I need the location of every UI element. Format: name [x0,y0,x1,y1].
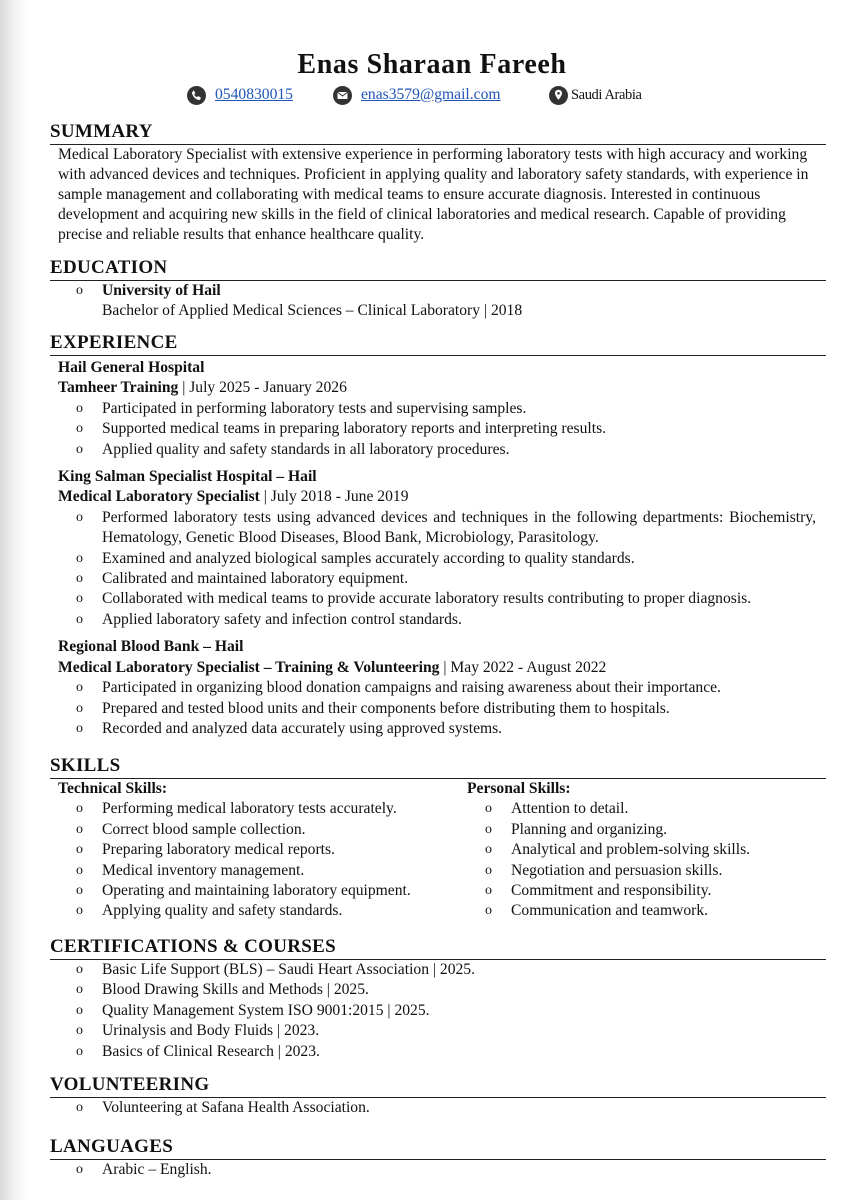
degree-text: Bachelor of Applied Medical Sciences – Clinical Laboratory | 2018 [102,302,523,320]
list-item: o Planning and organizing. [459,820,819,840]
list-item: o Medical inventory management. [50,861,460,881]
list-item: o Attention to detail. [459,799,819,819]
phone-icon [187,86,206,105]
volunteering-section [50,1074,826,1118]
job-role: Medical Laboratory Specialist [58,488,260,506]
volunteering-list [50,1098,826,1118]
technical-skills-list [50,799,460,921]
contact-location [549,84,642,106]
personal-skills-heading: Personal Skills: [467,780,571,797]
contact-phone [187,84,293,106]
list-item: o Participated in organizing blood donation campaigns and raising awareness about their importance. [50,678,826,698]
list-item: o Negotiation and persuasion skills. [459,861,819,881]
section-title-volunteering: VOLUNTEERING [50,1074,826,1098]
list-item: o Operating and maintaining laboratory equipment. [50,881,460,901]
candidate-name: Enas Sharaan Fareeh [297,49,567,80]
contact-bar [0,84,864,106]
personal-skills-list [459,799,819,921]
job-entry [50,637,826,739]
job-entry [50,358,826,460]
list-item: o Participated in performing laboratory tests and supervising samples. [50,399,826,419]
education-section [50,257,826,322]
section-title-summary: SUMMARY [50,121,826,145]
contact-email [333,84,501,106]
phone-link[interactable]: 0540830015 [215,85,293,103]
summary-section [50,121,826,245]
summary-text: Medical Laboratory Specialist with extensive experience in performing laboratory tests with high accuracy and working with advanced devices and techniques. Proficient in applying quality and laboratory safety standards, with experience in sample management and collaborating with medical teams to ensure accurate diagnosis. Interested in continuous development and acquiring new skills in the field of clinical laboratories and medical research. Capable of providing precise and reliable results that enhance healthcare quality. [58,146,809,243]
list-item: o Prepared and tested blood units and their components before distributing them to hospitals. [50,699,826,719]
page-edge-shadow [0,0,28,1200]
list-item: o Quality Management System ISO 9001:2015 | 2025. [50,1001,826,1021]
list-item: o Correct blood sample collection. [50,820,460,840]
list-item: o Applying quality and safety standards. [50,901,460,921]
list-item: o Examined and analyzed biological samples accurately according to quality standards. [50,549,826,569]
job-role: Medical Laboratory Specialist – Training & Volunteering [58,658,440,676]
list-item: o Volunteering at Safana Health Association. [50,1098,826,1118]
job-role: Tamheer Training [58,379,179,397]
list-item: o Commitment and responsibility. [459,881,819,901]
languages-section [50,1136,826,1180]
list-item: o Communication and teamwork. [459,901,819,921]
list-item: o Applied laboratory safety and infection control standards. [50,610,826,630]
job-role-line [58,658,826,678]
section-title-education: EDUCATION [50,257,826,281]
list-item: o Urinalysis and Body Fluids | 2023. [50,1021,826,1041]
email-link[interactable]: enas3579@gmail.com [361,85,501,103]
job-bullets [50,508,826,630]
certifications-section [50,936,826,1062]
list-item: o Collaborated with medical teams to provide accurate laboratory results contributing to proper diagnosis. [50,589,826,609]
list-item: o Applied quality and safety standards in all laboratory procedures. [50,440,826,460]
section-title-experience: EXPERIENCE [50,332,826,356]
job-entry [50,467,826,630]
list-item: o Blood Drawing Skills and Methods | 2025. [50,980,826,1000]
education-list [50,281,826,322]
section-title-skills: SKILLS [50,755,826,779]
email-icon [333,86,352,105]
list-item: o Analytical and problem-solving skills. [459,840,819,860]
job-bullets [50,678,826,739]
job-org: King Salman Specialist Hospital – Hail [58,468,317,486]
school-name: o University of Hail [102,282,221,299]
section-title-languages: LANGUAGES [50,1136,826,1160]
list-item: o Performing medical laboratory tests accurately. [50,799,460,819]
job-dates: | May 2022 - August 2022 [439,658,607,676]
section-title-certifications: CERTIFICATIONS & COURSES [50,936,826,960]
job-bullets [50,399,826,460]
location-text: Saudi Arabia [571,86,642,103]
list-item: o Performed laboratory tests using advanced devices and techniques in the following departments: Biochemistry, Hematology, Genetic Blood Diseases, Blood Bank, Microbiology, Parasitology. [50,508,826,549]
education-item [50,281,826,322]
list-item: o Arabic – English. [50,1160,826,1180]
job-org: Hail General Hospital [58,359,205,376]
technical-skills [50,779,460,922]
skills-section [50,755,826,919]
job-dates: | July 2025 - January 2026 [178,379,347,397]
list-item: o Supported medical teams in preparing laboratory reports and interpreting results. [50,419,826,439]
list-item: o Recorded and analyzed data accurately using approved systems. [50,719,826,739]
job-dates: | July 2018 - June 2019 [259,488,409,506]
technical-skills-heading: Technical Skills: [58,780,168,797]
list-item: o Calibrated and maintained laboratory equipment. [50,569,826,589]
certifications-list [50,960,826,1062]
job-org: Regional Blood Bank – Hail [58,638,244,656]
list-item: o Preparing laboratory medical reports. [50,840,460,860]
job-role-line [58,378,826,398]
job-role-line [58,487,826,507]
list-item: o Basics of Clinical Research | 2023. [50,1042,826,1062]
languages-list [50,1160,826,1180]
experience-section [50,332,826,739]
list-item: o Basic Life Support (BLS) – Saudi Heart Association | 2025. [50,960,826,980]
location-icon [549,86,568,105]
skills-columns [50,779,826,919]
personal-skills [459,779,819,922]
